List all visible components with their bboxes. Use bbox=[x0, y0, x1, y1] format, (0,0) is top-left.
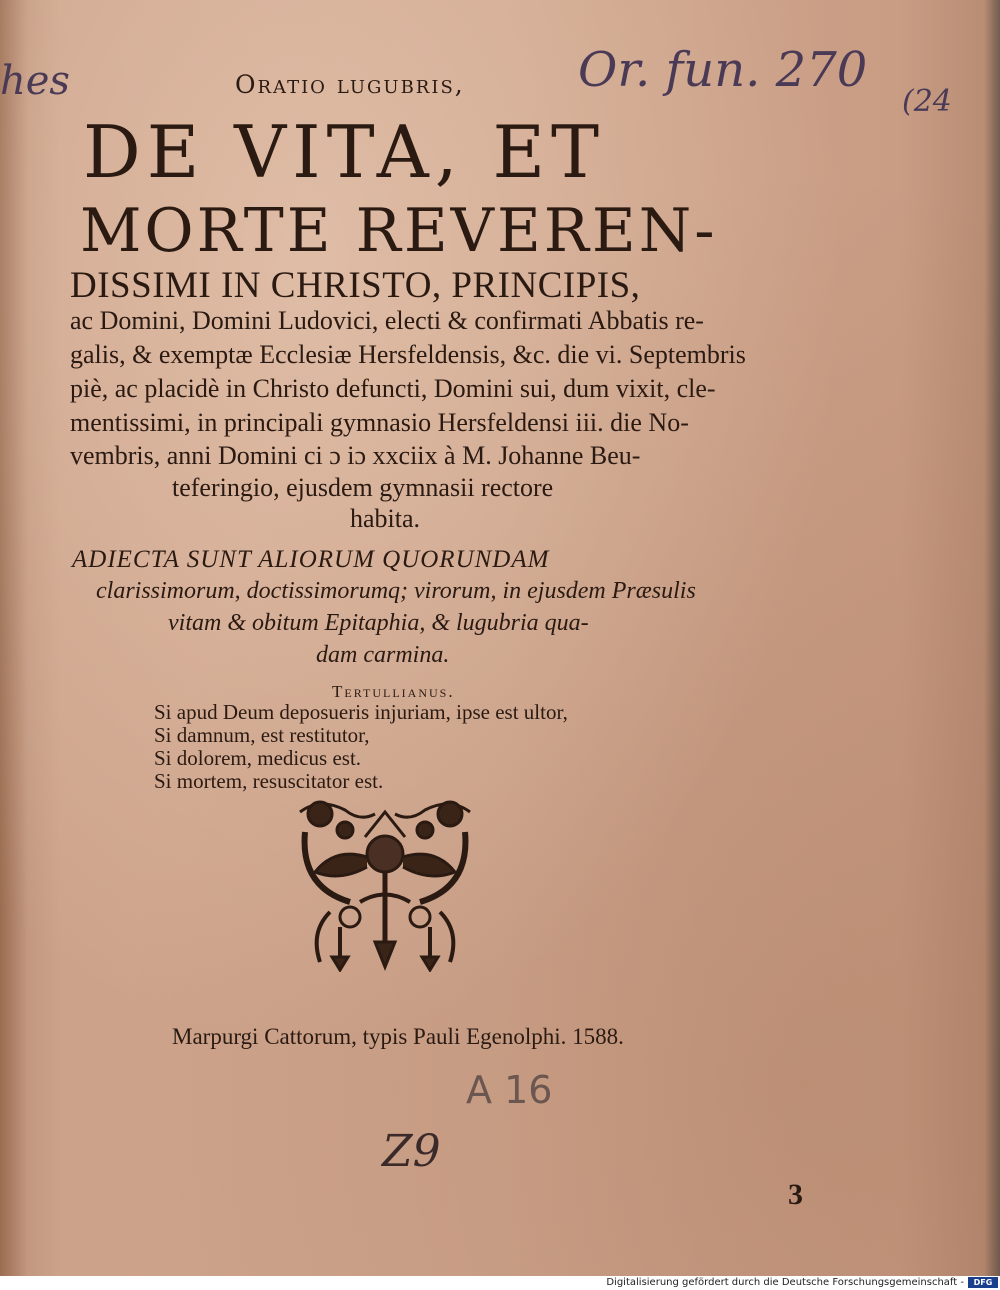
body-line-5: vembris, anni Domini ci ɔ iɔ xxciix à M. Johanne Beu- bbox=[70, 441, 641, 470]
italic-line-1: ADIECTA SUNT ALIORUM QUORUNDAM bbox=[72, 546, 550, 573]
margin-handwriting: hes bbox=[0, 58, 70, 104]
body-line-3: piè, ac placidè in Christo defuncti, Domini sui, dum vixit, cle- bbox=[70, 374, 716, 403]
page-edge-shadow bbox=[984, 0, 1000, 1276]
pencil-annotation: A 16 bbox=[466, 1068, 553, 1112]
quote-line-4: Si mortem, resuscitator est. bbox=[154, 769, 384, 793]
body-line-2: galis, & exemptæ Ecclesiæ Hersfeldensis, &c. die vi. Septembris bbox=[70, 340, 746, 369]
italic-line-4: dam carmina. bbox=[316, 642, 450, 668]
overline: Oratio lugubris, bbox=[235, 70, 465, 99]
quote-author: Tertullianus. bbox=[332, 682, 455, 701]
dfg-logo: DFG bbox=[968, 1277, 998, 1288]
title-line-1: DE VITA, ET bbox=[83, 110, 606, 194]
body-line-7: habita. bbox=[350, 504, 421, 533]
body-line-1: ac Domini, Domini Ludovici, electi & confirmati Abbatis re- bbox=[70, 306, 704, 335]
title-line-3: DISSIMI IN CHRISTO, PRINCIPIS, bbox=[70, 265, 641, 306]
quote-line-2: Si damnum, est restitutor, bbox=[154, 723, 370, 747]
body-line-6: teferingio, ejusdem gymnasii rectore bbox=[172, 473, 554, 502]
shelfmark-suffix: (24 bbox=[902, 84, 952, 119]
ink-number: Z9 bbox=[382, 1126, 441, 1177]
italic-line-3: vitam & obitum Epitaphia, & lugubria qua- bbox=[168, 610, 589, 636]
printers-ornament-illustration bbox=[290, 792, 480, 972]
funding-credit: Digitalisierung gefördert durch die Deutsche Forschungsgemeinschaft - bbox=[606, 1277, 964, 1288]
quote-line-3: Si dolorem, medicus est. bbox=[154, 746, 362, 770]
title-line-2: MORTE REVEREN- bbox=[80, 196, 718, 266]
shelfmark-handwriting: Or. fun. 270 bbox=[578, 42, 868, 98]
footer-bar bbox=[0, 1276, 1000, 1290]
page-number: 3 bbox=[788, 1178, 803, 1211]
quote-line-1: Si apud Deum deposueris injuriam, ipse est ultor, bbox=[154, 700, 568, 724]
imprint: Marpurgi Cattorum, typis Pauli Egenolphi. 1588. bbox=[172, 1024, 624, 1049]
italic-line-2: clarissimorum, doctissimorumq; virorum, in ejusdem Præsulis bbox=[96, 578, 696, 604]
body-line-4: mentissimi, in principali gymnasio Hersfeldensi iii. die No- bbox=[70, 408, 689, 437]
